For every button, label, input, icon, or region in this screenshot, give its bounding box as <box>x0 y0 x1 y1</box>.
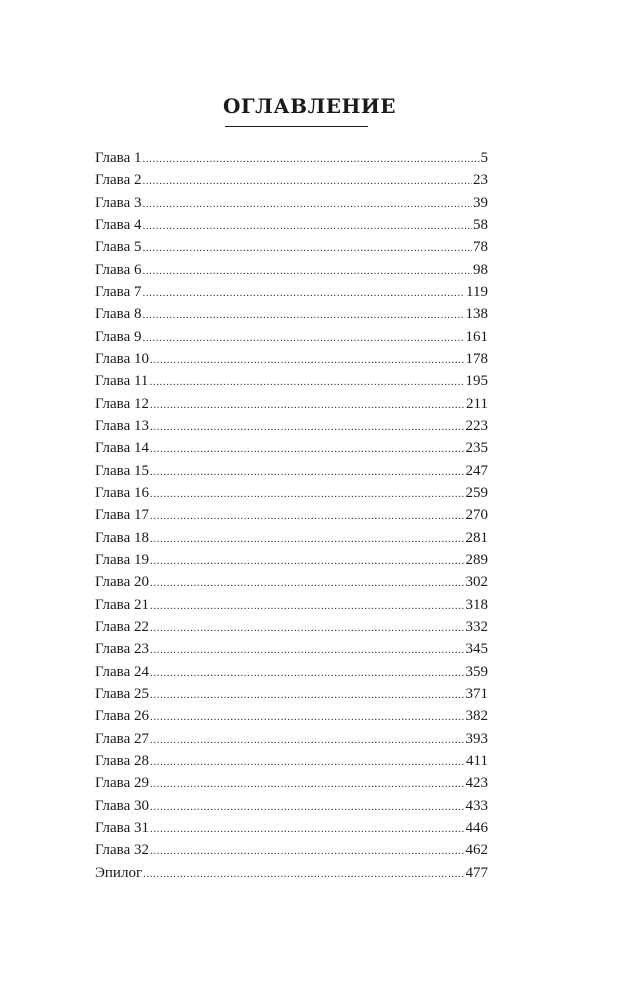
toc-entry-label: Глава 27 <box>95 730 149 747</box>
toc-entry[interactable] <box>95 303 488 325</box>
toc-entry[interactable] <box>95 281 488 303</box>
leader-dots <box>142 237 472 259</box>
toc-entry[interactable] <box>95 504 488 526</box>
leader-dots <box>150 505 465 527</box>
leader-dots <box>150 729 465 751</box>
leader-dots <box>150 639 465 661</box>
toc-entry[interactable] <box>95 571 488 593</box>
toc-entry[interactable] <box>95 527 488 549</box>
leader-dots <box>150 684 465 706</box>
leader-dots <box>150 796 465 818</box>
table-of-contents <box>95 147 488 884</box>
leader-dots <box>150 528 465 550</box>
toc-entry[interactable] <box>95 393 488 415</box>
toc-entry-label: Глава 22 <box>95 618 149 635</box>
title-underline <box>225 126 368 127</box>
toc-entry-page: 78 <box>473 239 488 256</box>
toc-entry[interactable] <box>95 214 488 236</box>
toc-entry-page: 477 <box>465 864 488 881</box>
toc-entry[interactable] <box>95 683 488 705</box>
toc-entry-label: Глава 13 <box>95 417 149 434</box>
toc-entry-label: Глава 18 <box>95 529 149 546</box>
leader-dots <box>149 371 464 393</box>
toc-entry-label: Глава 10 <box>95 350 149 367</box>
toc-entry-page: 161 <box>465 328 488 345</box>
toc-entry-page: 359 <box>465 663 488 680</box>
leader-dots <box>150 818 465 840</box>
toc-entry-page: 23 <box>473 172 488 189</box>
toc-entry-label: Глава 30 <box>95 797 149 814</box>
leader-dots <box>150 483 465 505</box>
leader-dots <box>150 617 465 639</box>
toc-entry[interactable] <box>95 236 488 258</box>
toc-entry-page: 223 <box>465 417 488 434</box>
toc-entry[interactable] <box>95 370 488 392</box>
toc-entry-page: 411 <box>466 752 488 769</box>
toc-entry-label: Глава 11 <box>95 373 149 390</box>
toc-entry-page: 39 <box>473 194 488 211</box>
toc-entry-page: 211 <box>466 395 488 412</box>
toc-entry-label: Глава 8 <box>95 306 142 323</box>
toc-entry-label: Эпилог <box>95 864 143 881</box>
leader-dots <box>142 327 464 349</box>
toc-entry-label: Глава 16 <box>95 484 149 501</box>
toc-entry[interactable] <box>95 795 488 817</box>
leader-dots <box>150 394 465 416</box>
toc-entry-page: 119 <box>466 283 488 300</box>
leader-dots <box>150 550 465 572</box>
toc-entry-label: Глава 7 <box>95 283 142 300</box>
toc-entry-label: Глава 3 <box>95 194 142 211</box>
toc-entry[interactable] <box>95 482 488 504</box>
toc-entry-page: 302 <box>465 574 488 591</box>
toc-entry-page: 98 <box>473 261 488 278</box>
leader-dots <box>150 349 465 371</box>
toc-entry-page: 462 <box>465 842 488 859</box>
toc-entry[interactable] <box>95 728 488 750</box>
leader-dots <box>150 595 465 617</box>
toc-entry-label: Глава 26 <box>95 708 149 725</box>
toc-entry-label: Глава 2 <box>95 172 142 189</box>
leader-dots <box>150 706 465 728</box>
toc-entry-label: Глава 21 <box>95 596 149 613</box>
toc-entry-epilogue[interactable] <box>95 862 488 884</box>
toc-entry-page: 178 <box>465 350 488 367</box>
leader-dots <box>150 572 465 594</box>
leader-dots <box>150 662 465 684</box>
toc-entry[interactable] <box>95 772 488 794</box>
toc-entry[interactable] <box>95 460 488 482</box>
toc-entry-label: Глава 1 <box>95 150 142 166</box>
toc-entry[interactable] <box>95 705 488 727</box>
toc-entry-label: Глава 20 <box>95 574 149 591</box>
leader-dots <box>143 863 464 885</box>
toc-entry[interactable] <box>95 348 488 370</box>
toc-entry-label: Глава 32 <box>95 842 149 859</box>
toc-entry[interactable] <box>95 817 488 839</box>
toc-entry[interactable] <box>95 259 488 281</box>
toc-entry-page: 58 <box>473 216 488 233</box>
toc-entry-page: 5 <box>480 150 488 166</box>
toc-entry-page: 281 <box>465 529 488 546</box>
toc-entry[interactable] <box>95 437 488 459</box>
toc-entry-page: 345 <box>465 641 488 658</box>
toc-entry-page: 259 <box>465 484 488 501</box>
toc-entry[interactable] <box>95 415 488 437</box>
toc-entry[interactable] <box>95 169 488 191</box>
toc-entry-label: Глава 29 <box>95 775 149 792</box>
toc-entry[interactable] <box>95 616 488 638</box>
toc-entry-label: Глава 15 <box>95 462 149 479</box>
toc-entry-label: Глава 24 <box>95 663 149 680</box>
toc-entry[interactable] <box>95 192 488 214</box>
toc-entry-page: 195 <box>465 373 488 390</box>
toc-entry[interactable] <box>95 661 488 683</box>
toc-entry-page: 247 <box>465 462 488 479</box>
toc-entry[interactable] <box>95 594 488 616</box>
toc-entry[interactable] <box>95 326 488 348</box>
leader-dots <box>150 461 465 483</box>
toc-entry-label: Глава 14 <box>95 440 149 457</box>
leader-dots <box>150 438 465 460</box>
toc-entry-page: 371 <box>465 685 488 702</box>
toc-entry-page: 270 <box>465 507 488 524</box>
toc-entry-label: Глава 6 <box>95 261 142 278</box>
toc-entry-label: Глава 23 <box>95 641 149 658</box>
leader-dots <box>142 282 465 304</box>
toc-entry-label: Глава 9 <box>95 328 142 345</box>
toc-entry-label: Глава 25 <box>95 685 149 702</box>
toc-entry-page: 382 <box>465 708 488 725</box>
toc-entry-label: Глава 12 <box>95 395 149 412</box>
toc-entry-page: 289 <box>465 551 488 568</box>
leader-dots <box>142 170 472 192</box>
leader-dots <box>150 773 465 795</box>
toc-entry-page: 433 <box>465 797 488 814</box>
leader-dots <box>142 260 472 282</box>
toc-entry-page: 393 <box>465 730 488 747</box>
leader-dots <box>142 193 472 215</box>
toc-entry-page: 318 <box>465 596 488 613</box>
toc-entry-label: Глава 17 <box>95 507 149 524</box>
toc-entry[interactable] <box>95 147 488 169</box>
leader-dots <box>150 840 465 862</box>
toc-entry-label: Глава 4 <box>95 216 142 233</box>
toc-entry[interactable] <box>95 638 488 660</box>
leader-dots <box>142 304 464 326</box>
toc-entry-page: 235 <box>465 440 488 457</box>
leader-dots <box>150 751 465 773</box>
toc-entry-page: 446 <box>465 819 488 836</box>
toc-entry-label: Глава 5 <box>95 239 142 256</box>
leader-dots <box>150 416 465 438</box>
toc-entry-label: Глава 28 <box>95 752 149 769</box>
toc-entry-page: 332 <box>465 618 488 635</box>
toc-entry-label: Глава 19 <box>95 551 149 568</box>
toc-entry-page: 423 <box>465 775 488 792</box>
page-title: ОГЛАВЛЕНИЕ <box>222 94 397 118</box>
toc-entry[interactable] <box>95 549 488 571</box>
toc-entry[interactable] <box>95 839 488 861</box>
leader-dots <box>142 148 479 170</box>
toc-entry[interactable] <box>95 750 488 772</box>
leader-dots <box>142 215 472 237</box>
toc-entry-label: Глава 31 <box>95 819 149 836</box>
toc-entry-page: 138 <box>465 306 488 323</box>
